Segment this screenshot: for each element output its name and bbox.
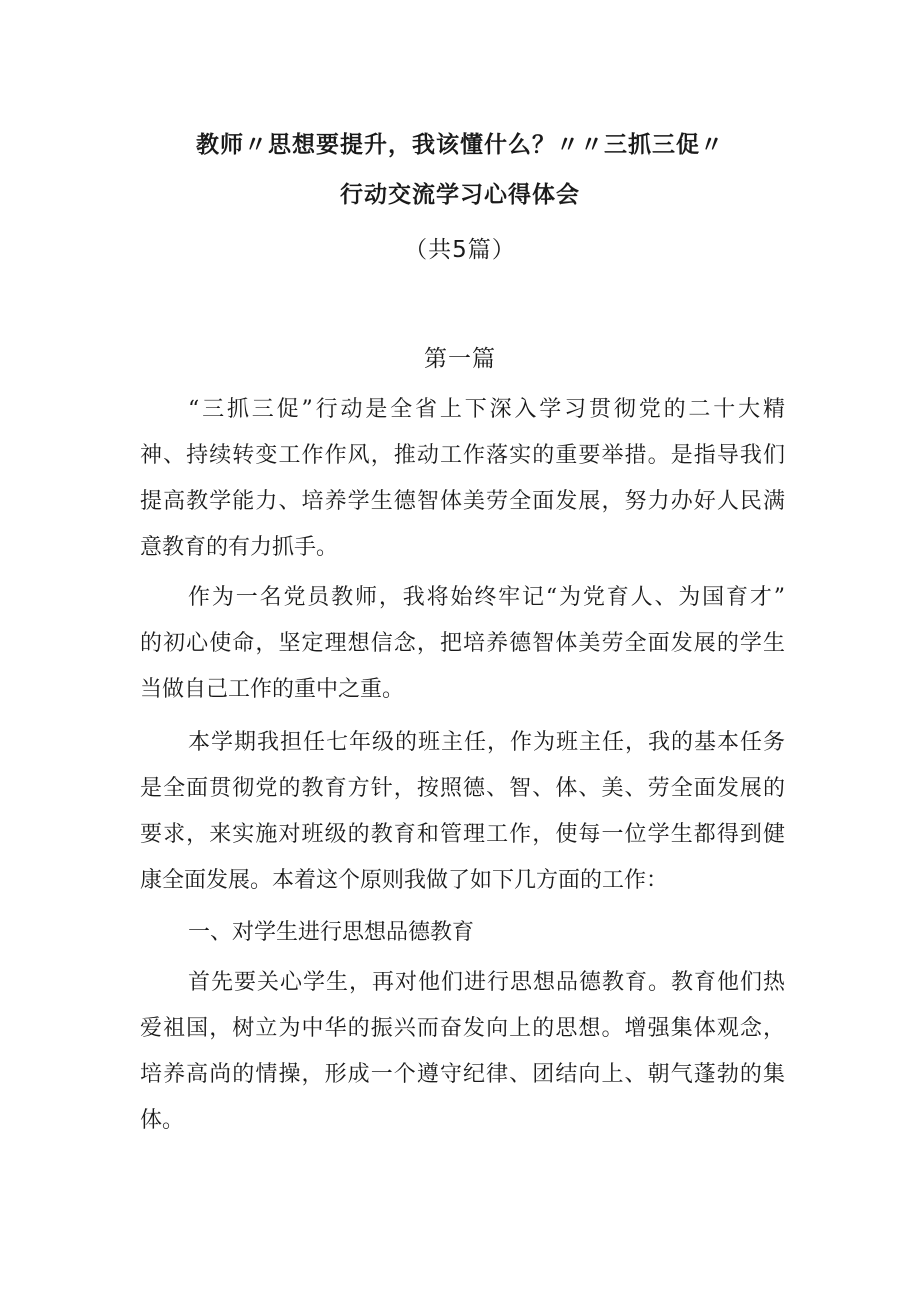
document-title-line-1: 教师〃思想要提升，我该懂什么？〃〃三抓三促〃 [196,132,724,158]
paragraph-3-line-4: 康全面发展。本着这个原则我做了如下几方面的工作： [140,868,669,893]
subheading-ideological-education: 一、对学生进行思想品德教育 [188,920,475,945]
paragraph-3-line-3: 要求，来实施对班级的教育和管理工作，使每一位学生都得到健 [140,822,785,847]
paragraph-2-line-3: 当做自己工作的重中之重。 [140,677,405,702]
paragraph-1-line-1: “三抓三促”行动是全省上下深入学习贯彻党的二十大精 [188,397,785,422]
paragraph-3-line-1: 本学期我担任七年级的班主任，作为班主任，我的基本任务 [188,730,785,755]
document-count-note: （共5篇） [404,237,516,263]
section-heading: 第一篇 [424,346,496,372]
paragraph-5-line-2: 爱祖国，树立为中华的振兴而奋发向上的思想。增强集体观念， [140,1016,785,1041]
paragraph-1-line-3: 提高教学能力、培养学生德智体美劳全面发展，努力办好人民满 [140,489,785,514]
paragraph-2-line-2: 的初心使命，坚定理想信念，把培养德智体美劳全面发展的学生 [140,631,785,656]
paragraph-5-line-1: 首先要关心学生，再对他们进行思想品德教育。教育他们热 [188,970,785,995]
paragraph-5-line-4: 体。 [140,1108,185,1133]
paragraph-2-line-1: 作为一名党员教师，我将始终牢记“为党育人、为国育才” [188,585,785,610]
paragraph-1-line-4: 意教育的有力抓手。 [140,535,339,560]
paragraph-3-line-2: 是全面贯彻党的教育方针，按照德、智、体、美、劳全面发展的 [140,776,785,801]
paragraph-1-line-2: 神、持续转变工作作风，推动工作落实的重要举措。是指导我们 [140,443,785,468]
paragraph-5-line-3: 培养高尚的情操，形成一个遵守纪律、团结向上、朝气蓬勃的集 [140,1062,785,1087]
document-title-line-2: 行动交流学习心得体会 [340,182,580,208]
